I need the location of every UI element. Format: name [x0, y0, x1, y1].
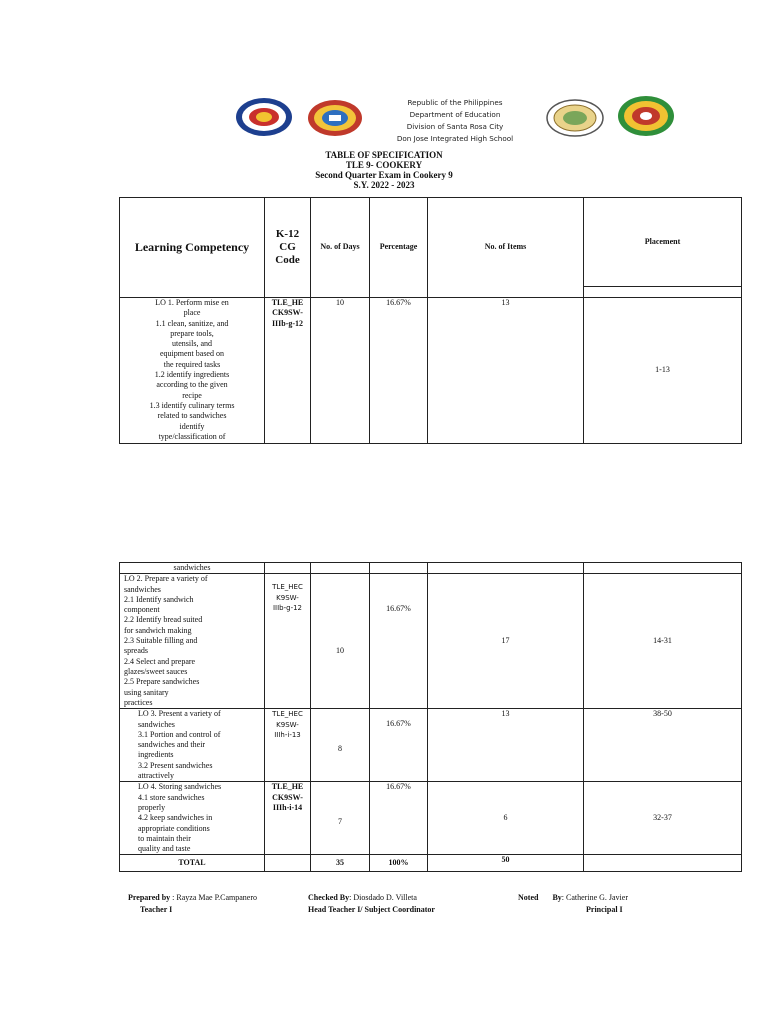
lo2-line: 2.5 Prepare sandwiches — [124, 677, 200, 687]
empty-cell — [370, 563, 428, 574]
lo1-placement: 1-13 — [584, 298, 742, 444]
lo2-line: sandwiches — [124, 584, 161, 594]
specification-table-part-2 — [119, 562, 742, 872]
total-percentage: 100% — [370, 855, 428, 872]
total-days: 35 — [311, 855, 370, 872]
lo4-code-line: IIIh-i-14 — [272, 802, 303, 812]
lo3-code-line: IIIh-i-13 — [274, 730, 301, 739]
lo2-line: practices — [124, 697, 153, 707]
lo1-line: LO 1. Perform mise en — [155, 298, 229, 307]
lo4-line: appropriate conditions — [138, 823, 210, 833]
lo2-items: 17 — [428, 574, 584, 709]
lo1-line: 1.1 clean, sanitize, and — [155, 318, 229, 328]
lo1-line: identify — [179, 421, 205, 431]
lo4-competency — [120, 782, 265, 855]
header-cg-code: K-12 CG Code — [265, 198, 311, 298]
lo3-line: attractively — [138, 771, 174, 781]
noted-label: Noted — [518, 893, 539, 902]
title-line-3: Second Quarter Exam in Cookery 9 — [315, 170, 453, 180]
lo2-line: spreads — [124, 646, 148, 656]
specification-table-part-1 — [119, 197, 742, 444]
lo1-line: place — [183, 308, 201, 318]
lo1-line: related to sandwiches — [157, 411, 227, 421]
lo4-line: 4.1 store sandwiches — [138, 792, 205, 802]
lo1-line: type/classification of — [158, 431, 226, 441]
lo1-days: 10 — [311, 298, 370, 444]
noted-by-name: : Catherine G. Javier — [561, 893, 628, 902]
lo1-percentage: 16.67% — [370, 298, 428, 444]
title-line-1: TABLE OF SPECIFICATION — [325, 150, 443, 160]
lo4-items: 6 — [428, 782, 584, 855]
santa-rosa-division-seal-logo — [307, 99, 363, 137]
total-items: 50 — [428, 855, 584, 872]
lo3-code — [265, 709, 311, 782]
checked-by-block — [308, 892, 435, 916]
deped-seal-logo — [234, 97, 294, 137]
header-line-division: Division of Santa Rosa City — [406, 122, 504, 131]
checked-by-name: : Diosdado D. Villeta — [349, 893, 417, 902]
lo4-code-line: TLE_HE — [271, 782, 304, 792]
lo4-percentage: 16.67% — [370, 782, 428, 855]
checked-by-label: Checked By — [308, 893, 350, 902]
lo3-competency — [120, 709, 265, 782]
lo2-line: LO 2. Prepare a variety of — [124, 574, 208, 584]
lo3-line: LO 3. Present a variety of — [138, 709, 221, 719]
empty-cell — [584, 563, 742, 574]
prepared-by-label: Prepared by — [128, 893, 171, 902]
lo1-line: recipe — [182, 390, 202, 400]
lo2-line: 2.3 Suitable filling and — [124, 636, 198, 646]
school-seal-logo — [617, 95, 675, 137]
lo2-code-line: K9SW- — [276, 593, 299, 602]
header-learning-competency: Learning Competency — [120, 198, 265, 298]
empty-cell — [584, 855, 742, 872]
lo4-line: 4.2 keep sandwiches in — [138, 813, 213, 823]
lo2-line: 2.1 Identify sandwich — [124, 594, 194, 604]
lo1-continuation: sandwiches — [120, 563, 265, 574]
lo4-placement: 32-37 — [584, 782, 742, 855]
lo4-days: 7 — [311, 782, 370, 855]
lo2-line: using sanitary — [124, 687, 169, 697]
placement-subheader-cell — [584, 287, 742, 298]
total-label: TOTAL — [120, 855, 265, 872]
lo1-code-line: CK9SW- — [272, 308, 303, 318]
santa-rosa-city-seal-logo — [546, 99, 604, 137]
lo1-line: according to the given — [156, 380, 228, 390]
lo3-code-line: TLE_HEC — [272, 710, 303, 719]
checked-by-title: Head Teacher I/ Subject Coordinator — [308, 905, 435, 914]
lo1-competency — [120, 298, 265, 444]
lo4-code-line: CK9SW- — [272, 792, 303, 802]
header-line-school: Don Jose Integrated High School — [396, 134, 514, 143]
prepared-by-block — [128, 892, 257, 916]
lo2-line: component — [124, 605, 160, 615]
empty-cell — [265, 855, 311, 872]
empty-cell — [428, 563, 584, 574]
lo2-code — [265, 574, 311, 709]
lo1-line: 1.2 identify ingredients — [154, 370, 230, 380]
header-no-of-items: No. of Items — [428, 198, 584, 298]
lo3-placement: 38-50 — [584, 709, 742, 782]
lo4-line: quality and taste — [138, 844, 191, 854]
lo1-items: 13 — [428, 298, 584, 444]
lo1-line: the required tasks — [163, 359, 221, 369]
lo3-code-line: K9SW- — [276, 720, 299, 729]
lo3-days: 8 — [311, 709, 370, 782]
lo1-line: prepare tools, — [170, 328, 214, 338]
prepared-by-title: Teacher I — [140, 905, 173, 914]
lo2-days: 10 — [311, 574, 370, 709]
title-line-4: S.Y. 2022 - 2023 — [353, 180, 415, 190]
lo1-code — [265, 298, 311, 444]
lo3-line: 3.2 Present sandwiches — [138, 760, 213, 770]
lo3-line: ingredients — [138, 750, 174, 760]
noted-by-label: By — [552, 893, 562, 902]
lo1-line: 1.3 identify culinary terms — [149, 400, 235, 410]
lo3-items: 13 — [428, 709, 584, 782]
lo4-code — [265, 782, 311, 855]
noted-by-block — [518, 892, 628, 916]
header-no-of-days: No. of Days — [311, 198, 370, 298]
lo1-line: equipment based on — [160, 349, 224, 359]
prepared-by-name: : Rayza Mae P.Campanero — [170, 893, 258, 902]
lo2-code-line: IIIb-g-12 — [272, 603, 303, 612]
lo3-line: sandwiches and their — [138, 740, 206, 750]
title-line-2: TLE 9- COOKERY — [345, 160, 423, 170]
noted-by-title: Principal I — [586, 905, 623, 914]
empty-cell — [265, 563, 311, 574]
lo2-code-line: TLE_HEC — [272, 583, 303, 592]
lo1-code-line: TLE_HE — [271, 298, 304, 307]
lo4-line: properly — [138, 802, 166, 812]
lo3-line: sandwiches — [138, 719, 175, 729]
document-title — [284, 150, 484, 190]
lo4-line: to maintain their — [138, 833, 191, 843]
school-header — [370, 97, 540, 145]
lo2-line: for sandwich making — [124, 625, 192, 635]
lo2-line: glazes/sweet sauces — [124, 666, 188, 676]
header-percentage: Percentage — [370, 198, 428, 298]
lo3-percentage: 16.67% — [370, 709, 428, 782]
lo1-code-line: IIIb-g-12 — [271, 318, 304, 328]
header-line-department: Department of Education — [409, 110, 501, 119]
lo2-line: 2.4 Select and prepare — [124, 656, 196, 666]
header-line-republic: Republic of the Philippines — [407, 98, 503, 107]
lo2-competency — [120, 574, 265, 709]
empty-cell — [311, 563, 370, 574]
lo2-line: 2.2 Identify bread suited — [124, 615, 203, 625]
lo2-percentage: 16.67% — [370, 574, 428, 709]
lo1-line: utensils, and — [172, 339, 212, 349]
lo2-placement: 14-31 — [584, 574, 742, 709]
lo3-line: 3.1 Portion and control of — [138, 729, 221, 739]
lo4-line: LO 4. Storing sandwiches — [138, 782, 222, 792]
header-placement: Placement — [584, 198, 742, 287]
